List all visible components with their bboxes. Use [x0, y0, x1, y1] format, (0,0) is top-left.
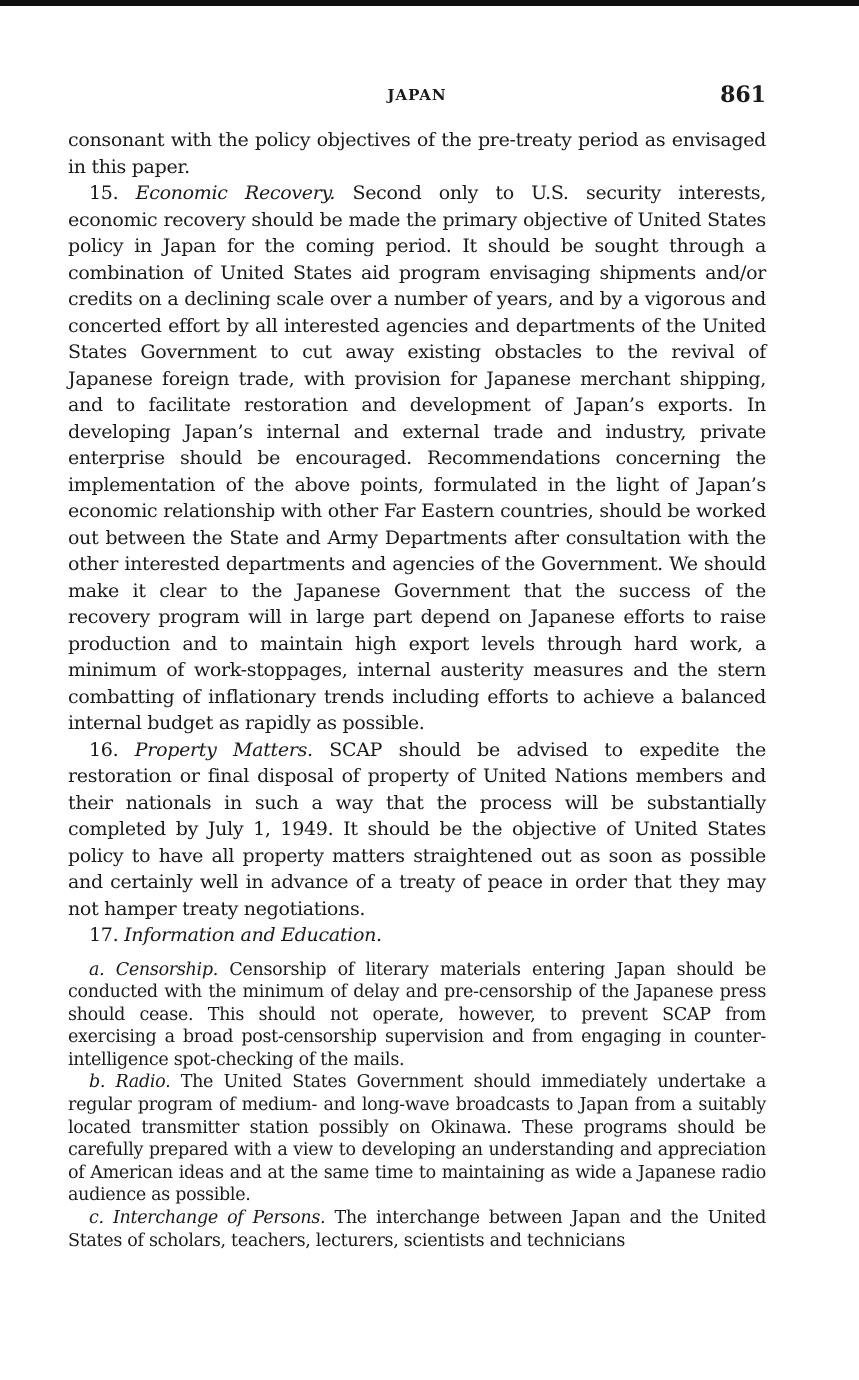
subparagraph-heading: Interchange of Persons.	[112, 1208, 326, 1229]
subparagraph-text: Censorship of literary materials entering Japan should be conducted with the minimum of delay and pre-censorship of the Japanese press should cease. This should not operate, however, to prevent SCAP from exercising a broad post-censorship supervision and from engaging in counter-intelligence spot-checking of the mails.	[68, 959, 767, 1070]
paragraph-17-information-education	[68, 922, 766, 949]
subparagraph-a-censorship	[68, 959, 766, 1072]
page-header	[68, 82, 766, 112]
paragraph-15-economic-recovery	[68, 180, 766, 737]
paragraph-text: SCAP should be advised to expedite the restoration or final disposal of property of United Nations members and their nationals in such a way that the process will be substantially completed by July 1, 1949. It should be the objective of United States policy to have all property matters straightened out as soon as possible and certainly well in advance of a treaty of peace in order that they may not hamper treaty negotiations.	[68, 738, 766, 920]
running-head: JAPAN	[387, 86, 447, 104]
subparagraph-letter: b.	[89, 1072, 106, 1093]
paragraph-heading: Economic Recovery.	[135, 182, 336, 204]
top-border-rule	[0, 0, 859, 6]
subparagraph-text: The United States Government should immediately undertake a regular program of medium- and long-wave broadcasts to Japan from a suitably located transmitter station possibly on Okinawa. These programs should be carefully prepared with a view to developing an understanding and appreciation of American ideas and at the same time to maintaining as wide a Japanese radio audience as possible.	[68, 1072, 766, 1206]
paragraph-text: Second only to U.S. security interests, economic recovery should be made the primary objective of United States policy in Japan for the coming period. It should be sought through a combination of United States aid program envisaging shipments and/or credits on a declining scale over a number of years, and by a vigorous and concerted effort by all interested agencies and departments of the United States Government to cut away existing obstacles to the revival of Japanese foreign trade, with provision for Japanese merchant shipping, and to facilitate restoration and development of Japan’s exports. In developing Japan’s internal and external trade and industry, private enterprise should be encouraged. Recommendations concerning the implementation of the above points, formulated in the light of Japan’s economic relationship with other Far Eastern countries, should be worked out between the State and Army Departments after consultation with the other interested departments and agencies of the Government. We should make it clear to the Japanese Government that the success of the recovery program will in large part depend on Japanese efforts to raise production and to maintain high export levels through hard work, a minimum of work-stoppages, internal austerity measures and the stern combatting of inflationary trends including efforts to achieve a balanced internal budget as rapidly as possible.	[68, 182, 766, 734]
subparagraph-c-interchange	[68, 1207, 766, 1252]
subparagraph-heading: Radio.	[115, 1072, 171, 1093]
subparagraph-letter: c.	[89, 1208, 104, 1229]
paragraph-number: 15.	[89, 182, 119, 204]
subparagraph-letter: a.	[89, 959, 105, 980]
paragraph-heading: Property Matters.	[134, 738, 313, 761]
subparagraphs	[68, 959, 766, 1253]
subparagraph-text: The interchange between Japan and the United States of scholars, teachers, lecturers, scientists and technicians	[68, 1208, 766, 1251]
paragraph-number: 17.	[89, 924, 119, 946]
paragraph-heading: Information and Education.	[124, 924, 382, 946]
subparagraph-heading: Censorship.	[115, 959, 218, 980]
main-paragraphs	[68, 127, 766, 949]
subparagraph-b-radio	[68, 1071, 766, 1207]
body-text	[68, 127, 766, 1252]
page-number: 861	[720, 82, 766, 108]
paragraph-number: 16.	[89, 738, 119, 761]
continuation-paragraph: consonant with the policy objectives of the pre-treaty period as envisaged in this paper.	[68, 129, 766, 178]
paragraph-16-property-matters	[68, 737, 766, 923]
